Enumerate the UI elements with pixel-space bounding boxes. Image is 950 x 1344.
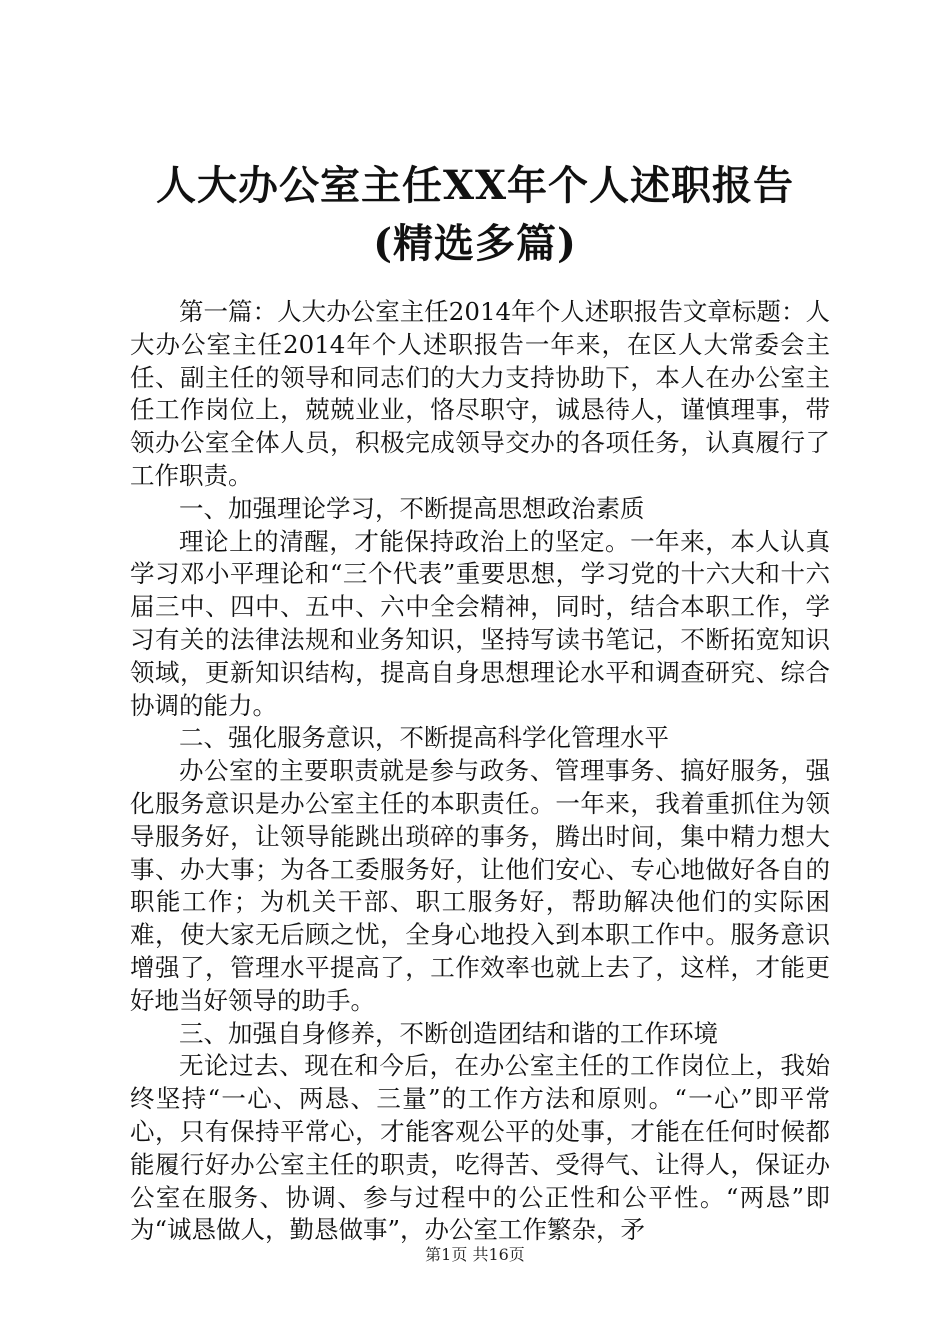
paragraph-section-2: 办公室的主要职责就是参与政务、管理事务、搞好服务，强化服务意识是办公室主任的本职责任。一年来，我着重抓住为领导服务好，让领导能跳出琐碎的事务，腾出时间，集中精力想大事、办大事；为各工委服务好，让他们安心、专心地做好各自的职能工作；为机关干部、职工服务好，帮助解决他们的实际困难，使大家无后顾之忧，全身心地投入到本职工作中。服务意识增强了，管理水平提高了，工作效率也就上去了，这样，才能更好地当好领导的助手。 (130, 756, 830, 1015)
paragraph-section-1: 理论上的清醒，才能保持政治上的坚定。一年来，本人认真学习邓小平理论和“三个代表”重要思想，学习党的十六大和十六届三中、四中、五中、六中全会精神，同时，结合本职工作，学习有关的法律法规和业务知识，坚持写读书笔记，不断拓宽知识领域，更新知识结构，提高自身思想理论水平和调查研究、综合协调的能力。 (130, 526, 830, 720)
document-body (130, 296, 830, 1247)
page-number-footer: 第1页 共16页 (425, 1245, 525, 1264)
section-heading-3: 三、加强自身修养，不断创造团结和谐的工作环境 (179, 1018, 718, 1048)
section-heading-2: 二、强化服务意识，不断提高科学化管理水平 (179, 723, 669, 753)
paragraph-section-3: 无论过去、现在和今后，在办公室主任的工作岗位上，我始终坚持“一心、两恳、三量”的工作方法和原则。“一心”即平常心，只有保持平常心，才能客观公平的处事，才能在任何时候都能履行好办公室主任的职责，吃得苦、受得气、让得人，保证办公室在服务、协调、参与过程中的公正性和公平性。“两恳”即为“诚恳做人，勤恳做事”，办公室工作繁杂，矛 (130, 1051, 830, 1245)
paragraph-intro: 第一篇：人大办公室主任2014年个人述职报告文章标题：人大办公室主任2014年个人述职报告一年来，在区人大常委会主任、副主任的领导和同志们的大力支持协助下，本人在办公室主任工作岗位上，兢兢业业，恪尽职守，诚恳待人，谨慎理事，带领办公室全体人员，积极完成领导交办的各项任务，认真履行了工作职责。 (130, 297, 830, 490)
section-heading-1: 一、加强理论学习，不断提高思想政治素质 (179, 493, 645, 523)
document-title: 人大办公室主任XX年个人述职报告(精选多篇) (155, 162, 795, 267)
